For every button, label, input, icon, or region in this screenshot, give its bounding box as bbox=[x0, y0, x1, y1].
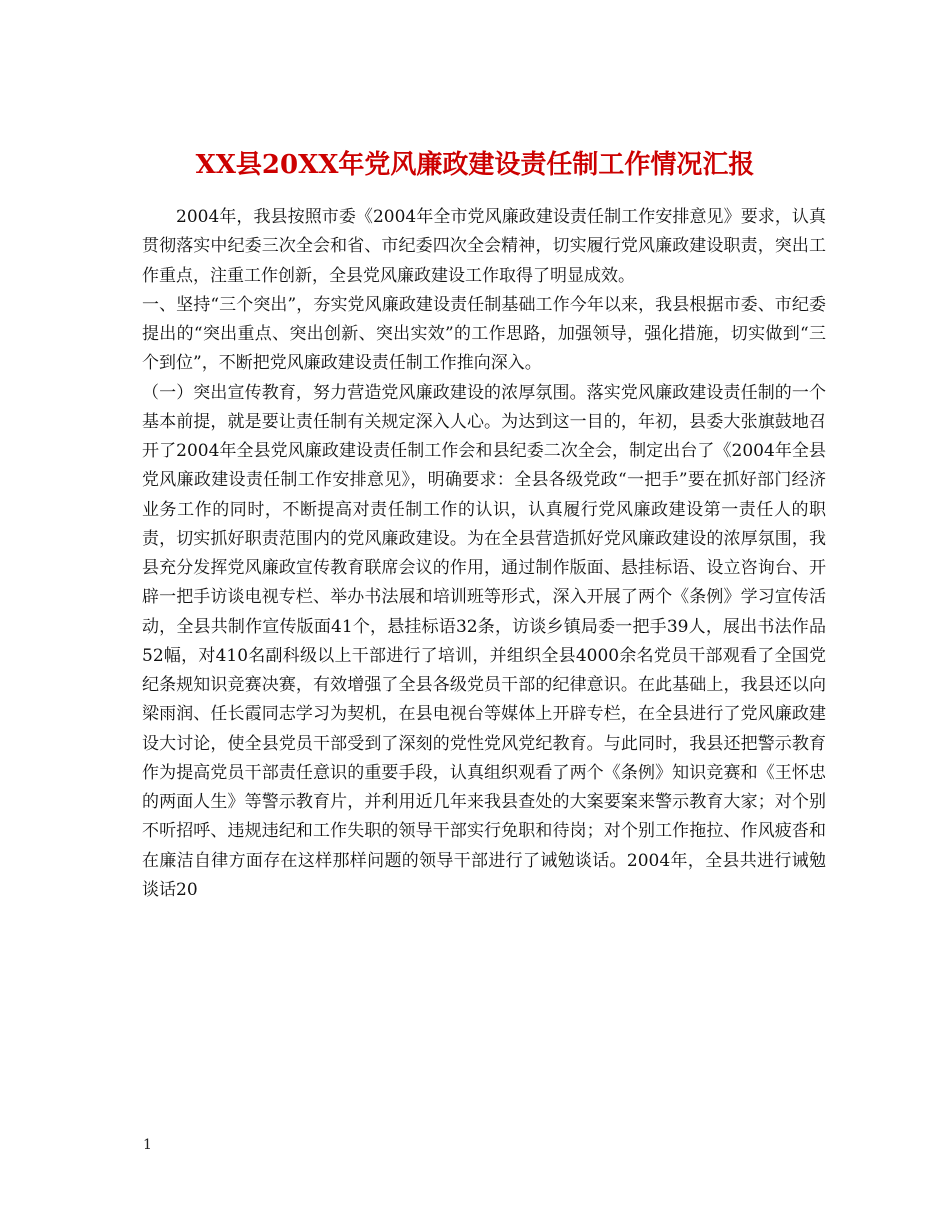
page-title: XX县20XX年党风廉政建设责任制工作情况汇报 bbox=[195, 150, 755, 181]
paragraph-section-one: 一、坚持“三个突出”，夯实党风廉政建设责任制基础工作今年以来，我县根据市委、市纪委提出的“突出重点、突出创新、突出实效”的工作思路，加强领导，强化措施，切实做到“三个到位”，不断把党风廉政建设责任制工作推向深入。 bbox=[142, 294, 826, 374]
document-body bbox=[142, 203, 826, 905]
page-number: 1 bbox=[143, 1137, 152, 1153]
paragraph-subsection-one: （一）突出宣传教育，努力营造党风廉政建设的浓厚氛围。落实党风廉政建设责任制的一个基本前提，就是要让责任制有关规定深入人心。为达到这一目的，年初，县委大张旗鼓地召开了2004年全县党风廉政建设责任制工作会和县纪委二次全会，制定出台了《2004年全县党风廉政建设责任制工作安排意见》，明确要求：全县各级党政“一把手”要在抓好部门经济业务工作的同时，不断提高对责任制工作的认识，认真履行党风廉政建设第一责任人的职责，切实抓好职责范围内的党风廉政建设。为在全县营造抓好党风廉政建设的浓厚氛围，我县充分发挥党风廉政宣传教育联席会议的作用，通过制作版面、悬挂标语、设立咨询台、开辟一把手访谈电视专栏、举办书法展和培训班等形式，深入开展了两个《条例》学习宣传活动，全县共制作宣传版面41个，悬挂标语32条，访谈乡镇局委一把手39人，展出书法作品52幅，对410名副科级以上干部进行了培训，并组织全县4000余名党员干部观看了全国党纪条规知识竞赛决赛，有效增强了全县各级党员干部的纪律意识。在此基础上，我县还以向梁雨润、任长霞同志学习为契机，在县电视台等媒体上开辟专栏，在全县进行了党风廉政建设大讨论，使全县党员干部受到了深刻的党性党风党纪教育。与此同时，我县还把警示教育作为提高党员干部责任意识的重要手段，认真组织观看了两个《条例》知识竞赛和《王怀忠的两面人生》等警示教育片，并利用近几年来我县查处的大案要案来警示教育大家；对个别不听招呼、违规违纪和工作失职的领导干部实行免职和待岗；对个别工作拖拉、作风疲沓和在廉洁自律方面存在这样那样问题的领导干部进行了诫勉谈话。2004年，全县共进行诫勉谈话20 bbox=[142, 382, 826, 900]
paragraph-intro: 2004年，我县按照市委《2004年全市党风廉政建设责任制工作安排意见》要求，认真贯彻落实中纪委三次全会和省、市纪委四次全会精神，切实履行党风廉政建设职责，突出工作重点，注重工作创新，全县党风廉政建设工作取得了明显成效。 bbox=[142, 207, 826, 286]
